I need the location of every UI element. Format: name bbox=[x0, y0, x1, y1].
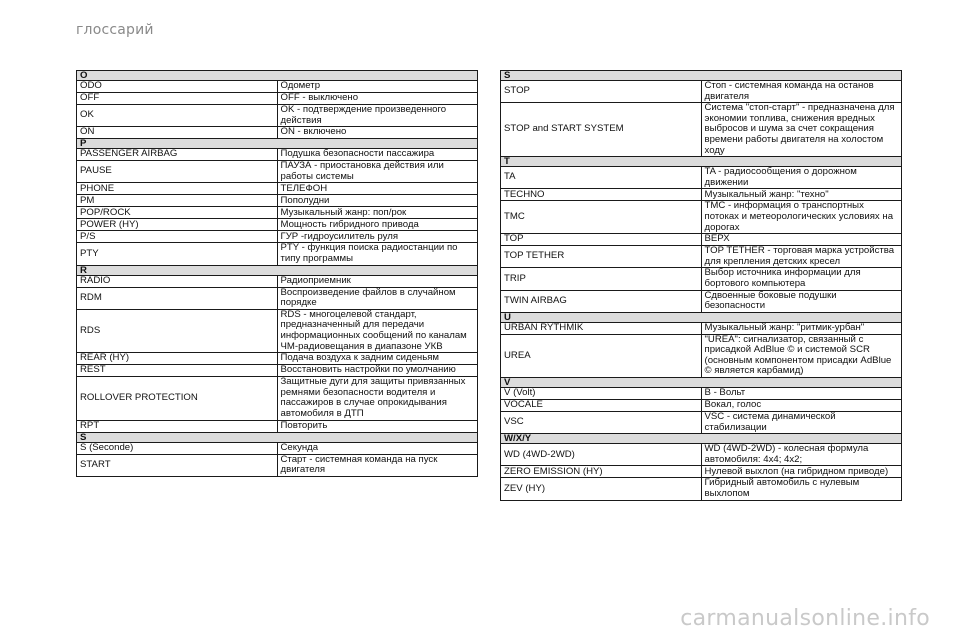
glossary-definition: Сдвоенные боковые подушки безопасности bbox=[701, 290, 902, 312]
table-row bbox=[77, 105, 478, 127]
table-row bbox=[501, 167, 902, 189]
glossary-term: TA bbox=[501, 167, 702, 189]
glossary-definition: Гибридный автомобиль с нулевым выхлопом bbox=[701, 478, 902, 500]
glossary-term: PM bbox=[77, 195, 278, 207]
glossary-definition: Мощность гибридного привода bbox=[277, 219, 478, 231]
glossary-term: V (Volt) bbox=[501, 388, 702, 400]
page-title: глоссарий bbox=[76, 22, 154, 38]
section-header-row bbox=[77, 265, 478, 275]
table-row bbox=[77, 243, 478, 265]
section-header-row bbox=[501, 312, 902, 322]
glossary-definition: Секунда bbox=[277, 442, 478, 454]
glossary-term: TOP bbox=[501, 234, 702, 246]
glossary-definition: Система "стоп-старт" - предназначена для экономии топлива, снижения вредных выбросов и шума за счет сокращения времени работы двигателя на холостом ходу bbox=[701, 103, 902, 157]
glossary-definition: Музыкальный жанр: "ритмик-урбан" bbox=[701, 322, 902, 334]
glossary-definition: ТЕЛЕФОН bbox=[277, 183, 478, 195]
glossary-term: POP/ROCK bbox=[77, 207, 278, 219]
glossary-term: ODO bbox=[77, 81, 278, 93]
glossary-definition: ON - включено bbox=[277, 127, 478, 139]
table-row bbox=[501, 478, 902, 500]
table-row bbox=[77, 309, 478, 352]
section-letter: P bbox=[77, 139, 478, 149]
table-row bbox=[77, 161, 478, 183]
glossary-definition: Восстановить настройки по умолчанию bbox=[277, 365, 478, 377]
glossary-term: ZEV (HY) bbox=[501, 478, 702, 500]
glossary-definition: Радиоприемник bbox=[277, 275, 478, 287]
section-letter: O bbox=[77, 71, 478, 81]
glossary-term: VOCALE bbox=[501, 400, 702, 412]
section-header-row bbox=[501, 157, 902, 167]
glossary-term: RPT bbox=[77, 420, 278, 432]
glossary-definition: WD (4WD-2WD) - колесная формула автомобиля: 4x4; 4x2; bbox=[701, 444, 902, 466]
table-row bbox=[501, 412, 902, 434]
glossary-definition: Нулевой выхлоп (на гибридном приводе) bbox=[701, 466, 902, 478]
table-row bbox=[501, 290, 902, 312]
glossary-term: STOP and START SYSTEM bbox=[501, 103, 702, 157]
section-header-row bbox=[501, 434, 902, 444]
glossary-definition: ПАУЗА - приостановка действия или работы системы bbox=[277, 161, 478, 183]
glossary-term: PHONE bbox=[77, 183, 278, 195]
table-row bbox=[501, 322, 902, 334]
table-row bbox=[77, 149, 478, 161]
table-row bbox=[501, 234, 902, 246]
table-row bbox=[501, 201, 902, 234]
glossary-term: RDS bbox=[77, 309, 278, 352]
table-row bbox=[501, 189, 902, 201]
table-row bbox=[77, 219, 478, 231]
table-row bbox=[77, 207, 478, 219]
glossary-definition: Повторить bbox=[277, 420, 478, 432]
glossary-definition: Пополудни bbox=[277, 195, 478, 207]
table-row bbox=[501, 103, 902, 157]
section-letter: T bbox=[501, 157, 902, 167]
table-row bbox=[77, 231, 478, 243]
glossary-term: STOP bbox=[501, 81, 702, 103]
glossary-term: TRIP bbox=[501, 268, 702, 290]
section-header-row bbox=[77, 71, 478, 81]
table-row bbox=[77, 127, 478, 139]
glossary-definition: TA - радиосообщения о дорожном движении bbox=[701, 167, 902, 189]
table-row bbox=[77, 287, 478, 309]
table-row bbox=[77, 195, 478, 207]
glossary-term: UREA bbox=[501, 334, 702, 377]
table-row bbox=[501, 400, 902, 412]
section-letter: S bbox=[501, 71, 902, 81]
section-header-row bbox=[501, 378, 902, 388]
glossary-definition: OK - подтверждение произведенного действия bbox=[277, 105, 478, 127]
table-row bbox=[77, 275, 478, 287]
table-row bbox=[501, 444, 902, 466]
section-header-row bbox=[501, 71, 902, 81]
table-row bbox=[501, 334, 902, 377]
table-row bbox=[501, 388, 902, 400]
glossary-definition: Защитные дуги для защиты привязанных ремнями безопасности водителя и пассажиров в случае опрокидывания автомобиля в ДТП bbox=[277, 377, 478, 420]
glossary-definition: ВЕРХ bbox=[701, 234, 902, 246]
glossary-definition: Музыкальный жанр: "техно" bbox=[701, 189, 902, 201]
section-letter: W/X/Y bbox=[501, 434, 902, 444]
table-row bbox=[77, 454, 478, 476]
glossary-definition: VSC - система динамической стабилизации bbox=[701, 412, 902, 434]
glossary-term: TECHNO bbox=[501, 189, 702, 201]
table-row bbox=[501, 268, 902, 290]
glossary-term: TMC bbox=[501, 201, 702, 234]
glossary-definition: Музыкальный жанр: поп/рок bbox=[277, 207, 478, 219]
glossary-term: REAR (HY) bbox=[77, 353, 278, 365]
glossary-term: RADIO bbox=[77, 275, 278, 287]
glossary-term: OK bbox=[77, 105, 278, 127]
watermark: carmanualsonline.info bbox=[680, 606, 930, 631]
glossary-term: TOP TETHER bbox=[501, 246, 702, 268]
table-row bbox=[77, 420, 478, 432]
glossary-term: POWER (HY) bbox=[77, 219, 278, 231]
glossary-term: P/S bbox=[77, 231, 278, 243]
glossary-definition: TOP TETHER - торговая марка устройства для крепления детских кресел bbox=[701, 246, 902, 268]
glossary-term: ON bbox=[77, 127, 278, 139]
glossary-definition: ГУР -гидроусилитель руля bbox=[277, 231, 478, 243]
section-header-row bbox=[77, 432, 478, 442]
table-row bbox=[501, 246, 902, 268]
glossary-term: WD (4WD-2WD) bbox=[501, 444, 702, 466]
glossary-definition: Выбор источника информации для бортового компьютера bbox=[701, 268, 902, 290]
glossary-term: PASSENGER AIRBAG bbox=[77, 149, 278, 161]
table-row bbox=[77, 353, 478, 365]
table-row bbox=[77, 93, 478, 105]
glossary-definition: Подача воздуха к задним сиденьям bbox=[277, 353, 478, 365]
glossary-term: ZERO EMISSION (HY) bbox=[501, 466, 702, 478]
section-letter: V bbox=[501, 378, 902, 388]
section-letter: S bbox=[77, 432, 478, 442]
glossary-definition: В - Вольт bbox=[701, 388, 902, 400]
glossary-definition: Одометр bbox=[277, 81, 478, 93]
glossary-table-right bbox=[500, 70, 902, 501]
glossary-definition: Старт - системная команда на пуск двигателя bbox=[277, 454, 478, 476]
glossary-term: REST bbox=[77, 365, 278, 377]
table-row bbox=[77, 183, 478, 195]
table-row bbox=[77, 81, 478, 93]
section-letter: R bbox=[77, 265, 478, 275]
glossary-term: START bbox=[77, 454, 278, 476]
glossary-term: S (Seconde) bbox=[77, 442, 278, 454]
glossary-definition: Стоп - системная команда на останов двигателя bbox=[701, 81, 902, 103]
glossary-term: PTY bbox=[77, 243, 278, 265]
glossary-definition: TMC - информация о транспортных потоках и метеорологических условиях на дорогах bbox=[701, 201, 902, 234]
glossary-term: TWIN AIRBAG bbox=[501, 290, 702, 312]
table-row bbox=[77, 377, 478, 420]
table-row bbox=[77, 442, 478, 454]
glossary-table-left bbox=[76, 70, 478, 477]
glossary-term: URBAN RYTHMIK bbox=[501, 322, 702, 334]
glossary-definition: Воспроизведение файлов в случайном порядке bbox=[277, 287, 478, 309]
section-header-row bbox=[77, 139, 478, 149]
glossary-definition: RDS - многоцелевой стандарт, предназначенный для передачи информационных сообщений по каналам ЧМ-радиовещания в диапазоне УКВ bbox=[277, 309, 478, 352]
glossary-definition: "UREA": сигнализатор, связанный с присадкой AdBlue © и системой SCR (основным компонентом присадки AdBlue © является карбамид) bbox=[701, 334, 902, 377]
section-letter: U bbox=[501, 312, 902, 322]
glossary-term: ROLLOVER PROTECTION bbox=[77, 377, 278, 420]
table-row bbox=[501, 466, 902, 478]
glossary-term: PAUSE bbox=[77, 161, 278, 183]
glossary-term: OFF bbox=[77, 93, 278, 105]
table-row bbox=[501, 81, 902, 103]
table-row bbox=[77, 365, 478, 377]
glossary-definition: Подушка безопасности пассажира bbox=[277, 149, 478, 161]
glossary-definition: PTY - функция поиска радиостанции по типу программы bbox=[277, 243, 478, 265]
glossary-term: RDM bbox=[77, 287, 278, 309]
glossary-definition: Вокал, голос bbox=[701, 400, 902, 412]
glossary-definition: OFF - выключено bbox=[277, 93, 478, 105]
glossary-term: VSC bbox=[501, 412, 702, 434]
